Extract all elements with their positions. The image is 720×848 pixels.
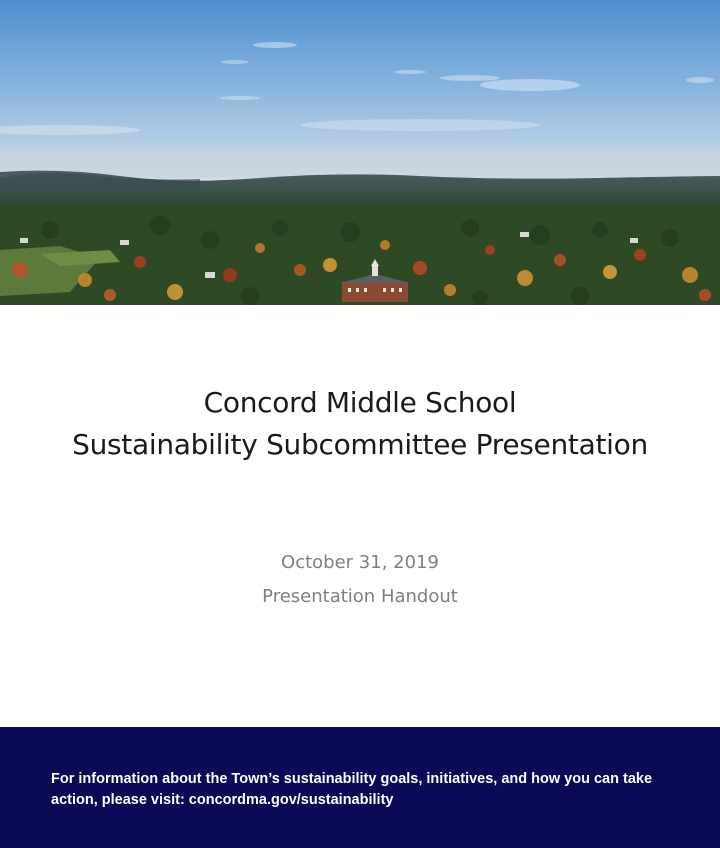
title-line-presentation: Sustainability Subcommittee Presentation [72, 428, 648, 461]
hero-aerial-photo [0, 0, 720, 305]
title-line-school: Concord Middle School [203, 386, 517, 419]
footer-banner [0, 727, 720, 848]
aerial-landscape-image [0, 0, 720, 305]
footer-info-text: For information about the Town’s sustainability goals, initiatives, and how you can take action, please visit: concordma.gov/sustainability [51, 771, 653, 808]
presentation-subtitle [0, 546, 720, 614]
presentation-date: October 31, 2019 [281, 552, 439, 573]
handout-label: Presentation Handout [262, 586, 458, 607]
presentation-title [0, 382, 720, 466]
